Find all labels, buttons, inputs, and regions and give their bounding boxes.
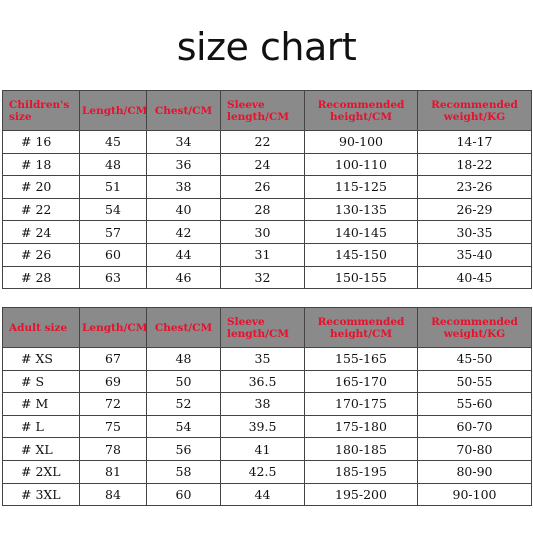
- cell-size: # 18: [3, 153, 80, 176]
- cell-height: 155-165: [305, 348, 418, 371]
- cell-height: 90-100: [305, 131, 418, 154]
- cell-weight: 35-40: [418, 243, 532, 266]
- cell-size: # M: [3, 393, 80, 416]
- cell-weight: 18-22: [418, 153, 532, 176]
- header-adult-size: Adult size: [3, 308, 80, 348]
- cell-sleeve: 26: [221, 176, 305, 199]
- header-recommended-height: Recommended height/CM: [305, 308, 418, 348]
- cell-chest: 56: [147, 438, 221, 461]
- cell-chest: 60: [147, 483, 221, 506]
- cell-weight: 80-90: [418, 460, 532, 483]
- header-recommended-height: Recommended height/CM: [305, 91, 418, 131]
- cell-weight: 50-55: [418, 370, 532, 393]
- cell-weight: 60-70: [418, 415, 532, 438]
- cell-length: 45: [80, 131, 147, 154]
- cell-weight: 23-26: [418, 176, 532, 199]
- cell-sleeve: 28: [221, 198, 305, 221]
- cell-size: # XS: [3, 348, 80, 371]
- cell-height: 130-135: [305, 198, 418, 221]
- cell-size: # 24: [3, 221, 80, 244]
- table-header-row: [3, 308, 532, 348]
- cell-sleeve: 24: [221, 153, 305, 176]
- cell-size: # S: [3, 370, 80, 393]
- cell-size: # L: [3, 415, 80, 438]
- cell-height: 180-185: [305, 438, 418, 461]
- cell-height: 150-155: [305, 266, 418, 289]
- cell-size: # 26: [3, 243, 80, 266]
- table-row: [3, 415, 532, 438]
- adult-size-table: [2, 307, 532, 506]
- cell-length: 72: [80, 393, 147, 416]
- cell-chest: 52: [147, 393, 221, 416]
- table-row: [3, 221, 532, 244]
- cell-weight: 26-29: [418, 198, 532, 221]
- cell-length: 54: [80, 198, 147, 221]
- table-row: [3, 266, 532, 289]
- cell-weight: 45-50: [418, 348, 532, 371]
- cell-size: # XL: [3, 438, 80, 461]
- page-title: size chart: [176, 25, 357, 69]
- table-row: [3, 370, 532, 393]
- table-row: [3, 460, 532, 483]
- header-chest: Chest/CM: [147, 91, 221, 131]
- cell-length: 81: [80, 460, 147, 483]
- cell-chest: 58: [147, 460, 221, 483]
- cell-chest: 38: [147, 176, 221, 199]
- cell-height: 170-175: [305, 393, 418, 416]
- cell-size: # 22: [3, 198, 80, 221]
- table-row: [3, 438, 532, 461]
- table-row: [3, 176, 532, 199]
- cell-sleeve: 32: [221, 266, 305, 289]
- cell-length: 69: [80, 370, 147, 393]
- table-row: [3, 483, 532, 506]
- header-sleeve-length: Sleeve length/CM: [221, 308, 305, 348]
- cell-size: # 16: [3, 131, 80, 154]
- cell-weight: 55-60: [418, 393, 532, 416]
- cell-size: # 20: [3, 176, 80, 199]
- cell-size: # 2XL: [3, 460, 80, 483]
- header-length: Length/CM: [80, 91, 147, 131]
- children-size-table: [2, 90, 532, 289]
- cell-chest: 46: [147, 266, 221, 289]
- cell-chest: 44: [147, 243, 221, 266]
- cell-chest: 40: [147, 198, 221, 221]
- cell-weight: 40-45: [418, 266, 532, 289]
- header-children-size: Children's size: [3, 91, 80, 131]
- cell-weight: 70-80: [418, 438, 532, 461]
- cell-sleeve: 30: [221, 221, 305, 244]
- cell-length: 51: [80, 176, 147, 199]
- cell-chest: 36: [147, 153, 221, 176]
- cell-height: 175-180: [305, 415, 418, 438]
- cell-length: 63: [80, 266, 147, 289]
- cell-height: 185-195: [305, 460, 418, 483]
- header-recommended-weight: Recommended weight/KG: [418, 91, 532, 131]
- cell-chest: 34: [147, 131, 221, 154]
- cell-length: 84: [80, 483, 147, 506]
- cell-height: 165-170: [305, 370, 418, 393]
- cell-sleeve: 31: [221, 243, 305, 266]
- cell-chest: 54: [147, 415, 221, 438]
- table-row: [3, 198, 532, 221]
- cell-height: 140-145: [305, 221, 418, 244]
- table-row: [3, 153, 532, 176]
- cell-chest: 42: [147, 221, 221, 244]
- cell-chest: 50: [147, 370, 221, 393]
- cell-sleeve: 39.5: [221, 415, 305, 438]
- cell-weight: 30-35: [418, 221, 532, 244]
- header-length: Length/CM: [80, 308, 147, 348]
- table-row: [3, 131, 532, 154]
- cell-size: # 3XL: [3, 483, 80, 506]
- cell-chest: 48: [147, 348, 221, 371]
- cell-height: 195-200: [305, 483, 418, 506]
- cell-height: 145-150: [305, 243, 418, 266]
- cell-length: 57: [80, 221, 147, 244]
- cell-size: # 28: [3, 266, 80, 289]
- cell-length: 67: [80, 348, 147, 371]
- header-sleeve-length: Sleeve length/CM: [221, 91, 305, 131]
- table-separator: [2, 294, 531, 307]
- header-chest: Chest/CM: [147, 308, 221, 348]
- cell-sleeve: 35: [221, 348, 305, 371]
- table-row: [3, 393, 532, 416]
- cell-sleeve: 38: [221, 393, 305, 416]
- cell-sleeve: 42.5: [221, 460, 305, 483]
- cell-height: 100-110: [305, 153, 418, 176]
- cell-sleeve: 22: [221, 131, 305, 154]
- cell-length: 75: [80, 415, 147, 438]
- cell-length: 60: [80, 243, 147, 266]
- cell-length: 48: [80, 153, 147, 176]
- cell-sleeve: 36.5: [221, 370, 305, 393]
- cell-length: 78: [80, 438, 147, 461]
- table-row: [3, 348, 532, 371]
- cell-weight: 90-100: [418, 483, 532, 506]
- table-row: [3, 243, 532, 266]
- cell-height: 115-125: [305, 176, 418, 199]
- cell-weight: 14-17: [418, 131, 532, 154]
- cell-sleeve: 44: [221, 483, 305, 506]
- table-header-row: [3, 91, 532, 131]
- cell-sleeve: 41: [221, 438, 305, 461]
- header-recommended-weight: Recommended weight/KG: [418, 308, 532, 348]
